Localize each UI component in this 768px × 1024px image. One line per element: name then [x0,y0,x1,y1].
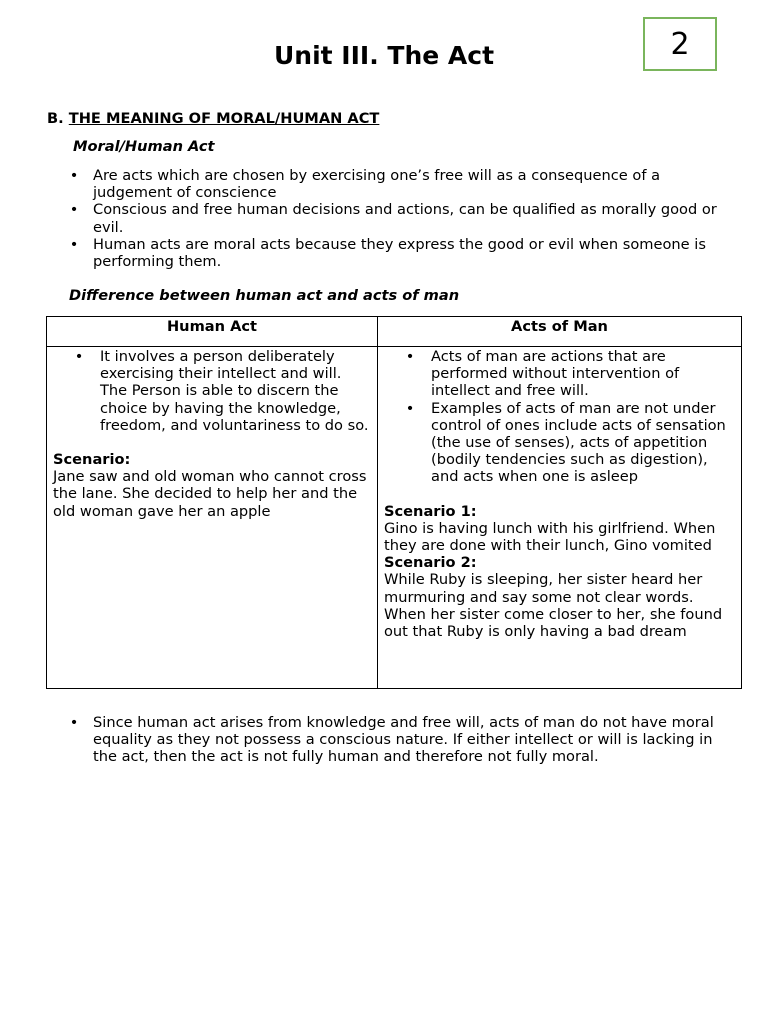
scenario-text: Jane saw and old woman who cannot cross the lane. She decided to help her and the old woman gave her an apple [53,468,367,520]
list-item [384,400,735,486]
list-item [53,348,371,434]
column-header-acts-of-man: Acts of Man [378,317,742,347]
subheading-moral-human-act: Moral/Human Act [73,138,215,155]
column-header-human-act: Human Act [47,317,378,347]
list-item-text: Conscious and free human decisions and actions, can be qualified as morally good or evil. [93,201,717,236]
page-number-box [643,17,717,71]
acts-of-man-cell [378,347,742,689]
scenario-1-label: Scenario 1: [384,502,477,520]
intro-bullet-list [68,167,718,270]
list-item-text: Examples of acts of man are not under control of ones include acts of sensation (the use of senses), acts of appetition (bodily tendencies such as digestion), and acts when one is asleep [431,399,726,486]
comparison-table [46,316,742,689]
scenario-2-text: While Ruby is sleeping, her sister heard her murmuring and say some not clear words. When her sister come closer to her, she found out that Ruby is only having a bad dream [384,571,723,641]
section-title: THE MEANING OF MORAL/HUMAN ACT [68,110,380,127]
list-item-text: Acts of man are actions that are performed without intervention of intellect and free will. [431,348,680,400]
closing-bullet-list [68,714,728,766]
list-item [68,167,718,201]
bullet-icon: • [69,201,79,219]
bullet-icon: • [405,348,415,365]
human-act-cell [47,347,378,689]
list-item-text: Since human act arises from knowledge and free will, acts of man do not have moral equality as they not possess a conscious nature. If either intellect or will is lacking in the act, then the act is not fully human and therefore not fully moral. [93,714,714,766]
bullet-icon: • [74,348,84,365]
list-item-text: Are acts which are chosen by exercising one’s free will as a consequence of a judgement of conscience [93,167,661,202]
list-item-text: Human acts are moral acts because they express the good or evil when someone is performing them. [93,235,706,271]
list-item [384,348,735,400]
list-item-text: It involves a person deliberately exercising their intellect and will. The Person is able to discern the choice by having the knowledge, freedom, and voluntariness to do so. [100,348,369,434]
section-heading [47,110,379,128]
table-header-row [47,317,742,347]
list-item [68,714,728,766]
bullet-icon: • [69,714,79,731]
table-row [47,347,742,689]
bullet-icon: • [69,167,79,184]
section-letter: B. [47,110,64,127]
acts-of-man-bullet-list [384,348,735,486]
page-number: 2 [670,27,690,62]
bullet-icon: • [69,235,79,253]
page-title: Unit III. The Act [273,41,495,70]
human-act-bullet-list [53,348,371,434]
scenario-2-label: Scenario 2: [384,554,477,572]
scenario-label: Scenario: [53,451,131,469]
bullet-icon: • [405,399,415,417]
difference-heading: Difference between human act and acts of man [69,287,460,304]
list-item [68,201,718,235]
scenario-1-text: Gino is having lunch with his girlfriend. When they are done with their lunch, Gino vomited [384,519,716,555]
list-item [68,236,718,270]
